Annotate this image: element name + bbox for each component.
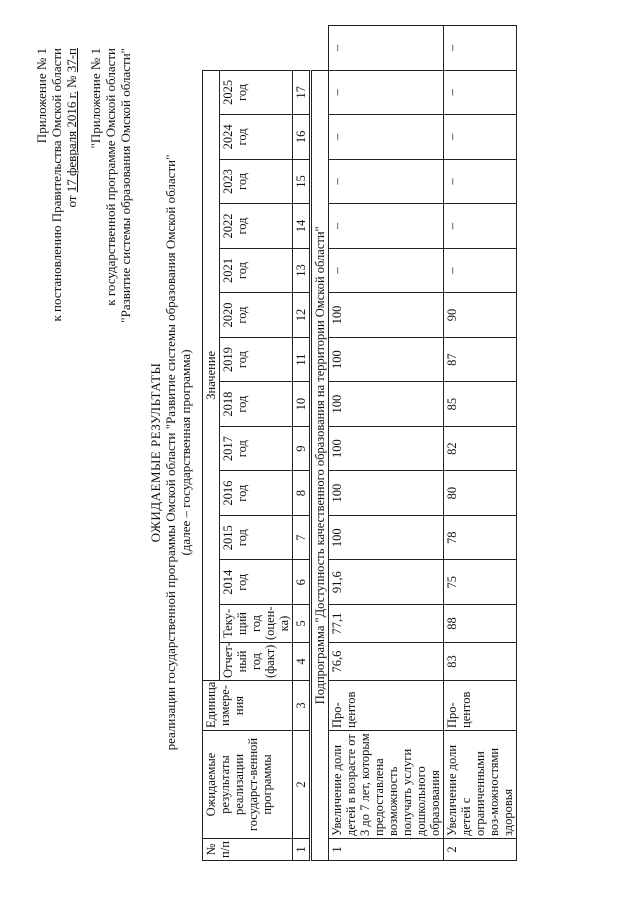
column-number-row	[293, 26, 311, 861]
row-value: –	[444, 115, 517, 160]
header-year: 2019 год	[220, 337, 293, 382]
header-unit: Единица измере-ния	[203, 681, 293, 731]
row-value: 76,6	[329, 643, 444, 681]
title-line3: (далее – государственная программа)	[178, 349, 193, 556]
row-value: –	[444, 204, 517, 249]
row-value: –	[329, 159, 444, 204]
column-number: 15	[293, 159, 311, 204]
column-number: 5	[293, 605, 311, 643]
row-value: 100	[329, 382, 444, 427]
row-value: 100	[329, 471, 444, 516]
row-num: 2	[444, 839, 517, 861]
row-value: 100	[329, 515, 444, 560]
column-number: 8	[293, 471, 311, 516]
row-value: –	[444, 70, 517, 115]
column-number: 13	[293, 248, 311, 293]
column-number: 6	[293, 560, 311, 605]
appendix-line1: Приложение № 1	[34, 48, 49, 144]
header-year: 2015 год	[220, 515, 293, 560]
program-appendix-line1: "Приложение № 1	[88, 48, 103, 149]
row-value: –	[444, 26, 517, 71]
column-number: 1	[293, 839, 311, 861]
row-value: 87	[444, 337, 517, 382]
header-year: 2020 год	[220, 293, 293, 338]
header-value: Значение	[203, 70, 220, 680]
appendix-date: 17 февраля 2016 г.	[64, 91, 79, 193]
row-value: 75	[444, 560, 517, 605]
column-number: 3	[293, 681, 311, 731]
column-number: 14	[293, 204, 311, 249]
header-year: 2021 год	[220, 248, 293, 293]
row-value: 83	[444, 643, 517, 681]
row-unit: Про-центов	[329, 681, 444, 731]
row-value: 78	[444, 515, 517, 560]
header-year: 2024 год	[220, 115, 293, 160]
row-value: –	[329, 115, 444, 160]
appendix-number: 37-п	[64, 48, 79, 73]
column-number: 4	[293, 643, 311, 681]
header-year: 2017 год	[220, 426, 293, 471]
row-unit: Про-центов	[444, 681, 517, 731]
header-year: 2022 год	[220, 204, 293, 249]
row-value: 85	[444, 382, 517, 427]
program-appendix-header	[88, 48, 133, 323]
title-line1: ОЖИДАЕМЫЕ РЕЗУЛЬТАТЫ	[148, 362, 163, 543]
row-value: –	[444, 159, 517, 204]
column-number: 11	[293, 337, 311, 382]
row-value: 100	[329, 293, 444, 338]
row-value: 82	[444, 426, 517, 471]
column-number: 2	[293, 731, 311, 839]
header-year: 2025 год	[220, 70, 293, 115]
document-title	[148, 0, 193, 905]
row-num: 1	[329, 839, 444, 861]
column-number: 7	[293, 515, 311, 560]
row-value: –	[329, 70, 444, 115]
title-line2: реализации государственной программы Омской области "Развитие системы образования Омской области"	[163, 154, 178, 751]
header-num: № п/п	[203, 839, 293, 861]
row-value: 90	[444, 293, 517, 338]
row-value: –	[329, 204, 444, 249]
header-year: 2018 год	[220, 382, 293, 427]
program-appendix-line3: "Развитие системы образования Омской области"	[118, 48, 133, 323]
table-row	[329, 26, 444, 861]
column-number: 10	[293, 382, 311, 427]
row-result: Увеличение доли детей с ограниченными воз-можностями здоровья	[444, 731, 517, 839]
column-number: 12	[293, 293, 311, 338]
table-row	[444, 26, 517, 861]
header-year: 2014 год	[220, 560, 293, 605]
row-value: 91,6	[329, 560, 444, 605]
subprogram-title: Подпрограмма "Доступность качественного образования на территории Омской области"	[311, 70, 329, 860]
header-result: Ожидаемые результаты реализации государст-венной программы	[203, 731, 293, 839]
row-value: 77,1	[329, 605, 444, 643]
header-current-year: Теку-щий год (оцен-ка)	[220, 605, 293, 643]
row-value: –	[444, 248, 517, 293]
header-report-year: Отчет-ный год (факт)	[220, 643, 293, 681]
appendix-line3	[64, 48, 79, 322]
column-number: 17	[293, 70, 311, 115]
appendix-date-prefix: от	[64, 195, 79, 208]
appendix-number-prefix: №	[64, 75, 79, 88]
header-year: 2016 год	[220, 471, 293, 516]
appendix-header	[34, 48, 79, 322]
row-value: 100	[329, 337, 444, 382]
appendix-line2: к постановлению Правительства Омской области	[49, 48, 64, 322]
program-appendix-line2: к государственной программе Омской области	[103, 48, 118, 306]
results-table	[202, 25, 517, 861]
subprogram-row	[311, 26, 329, 861]
header-year: 2023 год	[220, 159, 293, 204]
row-value: 100	[329, 426, 444, 471]
column-number: 9	[293, 426, 311, 471]
row-value: 88	[444, 605, 517, 643]
row-value: –	[329, 248, 444, 293]
row-value: –	[329, 26, 444, 71]
column-number: 16	[293, 115, 311, 160]
row-value: 80	[444, 471, 517, 516]
row-result: Увеличение доли детей в возрасте от 3 до 7 лет, которым предоставлена возможность получать услуги дошкольного образования	[329, 731, 444, 839]
